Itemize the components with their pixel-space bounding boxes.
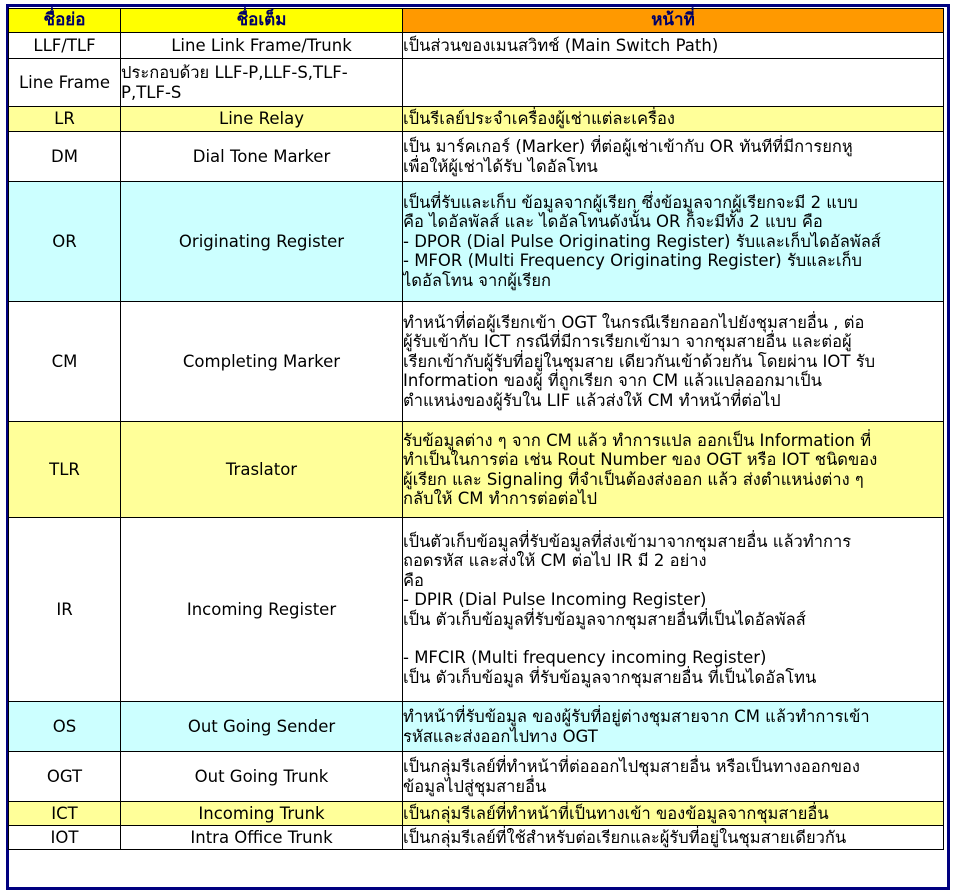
duty-cell: เป็น มาร์คเกอร์ (Marker) ที่ต่อผู้เช่าเข้ากับ OR ทันทีที่มีการยกหู เพื่อให้ผู้เช่าได้รับ ไดอัลโทน <box>403 132 944 182</box>
abbr-cell: IOT <box>9 826 121 850</box>
duty-cell <box>403 59 944 107</box>
table-row <box>9 518 944 702</box>
full-name-cell: Dial Tone Marker <box>121 132 403 182</box>
abbr-cell: IR <box>9 518 121 702</box>
full-name-cell: Originating Register <box>121 182 403 302</box>
table-row <box>9 107 944 132</box>
full-name-cell: Out Going Trunk <box>121 752 403 802</box>
abbr-cell: LLF/TLF <box>9 33 121 59</box>
duty-cell: ทำหน้าที่รับข้อมูล ของผู้รับที่อยู่ต่างชุมสายจาก CM แล้วทำการเข้า รหัสและส่งออกไปทาง OGT <box>403 702 944 752</box>
full-name-cell: Intra Office Trunk <box>121 826 403 850</box>
full-name-cell: Incoming Trunk <box>121 802 403 826</box>
table-row <box>9 826 944 850</box>
full-name-cell: ประกอบด้วย LLF-P,LLF-S,TLF- P,TLF-S <box>121 59 403 107</box>
table-row <box>9 802 944 826</box>
full-name-cell: Traslator <box>121 422 403 518</box>
table-row <box>9 59 944 107</box>
header-full: ชื่อเต็ม <box>121 9 403 33</box>
duty-cell: เป็นกลุ่มรีเลย์ที่ใช้สำหรับต่อเรียกและผู้รับที่อยู่ในชุมสายเดียวกัน <box>403 826 944 850</box>
table-row <box>9 302 944 422</box>
abbr-cell: DM <box>9 132 121 182</box>
table-row <box>9 182 944 302</box>
abbr-cell: ICT <box>9 802 121 826</box>
table-row <box>9 422 944 518</box>
full-name-cell: Line Relay <box>121 107 403 132</box>
duty-cell: เป็นที่รับและเก็บ ข้อมูลจากผู้เรียก ซึ่งข้อมูลจากผู้เรียกจะมี 2 แบบ คือ ไดอัลพัลส์ และ ไดอัลโทนดังนั้น OR ก็จะมีทั้ง 2 แบบ คือ - DPOR (Dial Pulse Originating Register) รับและเก็บไดอัลพัลส์ - MFOR (Multi Frequency Originating Register) รับและเก็บ ไดอัลโทน จากผู้เรียก <box>403 182 944 302</box>
duty-cell: เป็นรีเลย์ประจำเครื่องผู้เช่าแต่ละเครื่อง <box>403 107 944 132</box>
duty-cell: เป็นกลุ่มรีเลย์ที่ทำหน้าที่เป็นทางเข้า ของข้อมูลจากชุมสายอื่น <box>403 802 944 826</box>
abbr-cell: TLR <box>9 422 121 518</box>
glossary-table <box>8 8 944 850</box>
full-name-cell: Completing Marker <box>121 302 403 422</box>
header-row <box>9 9 944 33</box>
table-row <box>9 33 944 59</box>
duty-cell: เป็นส่วนของเมนสวิทช์ (Main Switch Path) <box>403 33 944 59</box>
table-row <box>9 132 944 182</box>
full-name-cell: Out Going Sender <box>121 702 403 752</box>
abbr-cell: OS <box>9 702 121 752</box>
duty-cell: เป็นกลุ่มรีเลย์ที่ทำหน้าที่ต่อออกไปชุมสายอื่น หรือเป็นทางออกของ ข้อมูลไปสู่ชุมสายอื่น <box>403 752 944 802</box>
full-name-cell: Line Link Frame/Trunk <box>121 33 403 59</box>
header-duty: หน้าที่ <box>403 9 944 33</box>
table-row <box>9 752 944 802</box>
header-abbr: ชื่อย่อ <box>9 9 121 33</box>
duty-cell: ทำหน้าที่ต่อผู้เรียกเข้า OGT ในกรณีเรียกออกไปยังชุมสายอื่น , ต่อ ผู้รับเข้ากับ ICT กรณีที่มีการเรียกเข้ามา จากชุมสายอื่น และต่อผู้ เรียกเข้ากับผู้รับที่อยู่ในชุมสาย เดียวกันเข้าด้วยกัน โดยผ่าน IOT รับ Information ของผู้ ที่ถูกเรียก จาก CM แล้วแปลออกมาเป็น ตำแหน่งของผู้รับใน LIF แล้วส่งให้ CM ทำหน้าที่ต่อไป <box>403 302 944 422</box>
duty-cell: เป็นตัวเก็บข้อมูลที่รับข้อมูลที่ส่งเข้ามาจากชุมสายอื่น แล้วทำการ ถอดรหัส และส่งให้ CM ต่อไป IR มี 2 อย่าง คือ - DPIR (Dial Pulse Incoming Register) เป็น ตัวเก็บข้อมูลที่รับข้อมูลจากชุมสายอื่นที่เป็นไดอัลพัลส์ - MFCIR (Multi frequency incoming Register) เป็น ตัวเก็บข้อมูล ที่รับข้อมูลจากชุมสายอื่น ที่เป็นไดอัลโทน <box>403 518 944 702</box>
duty-cell: รับข้อมูลต่าง ๆ จาก CM แล้ว ทำการแปล ออกเป็น Information ที่ ทำเป็นในการต่อ เช่น Rout Number ของ OGT หรือ IOT ชนิดของ ผู้เรียก และ Signaling ที่จำเป็นต้องส่งออก แล้ว ส่งตำแหน่งต่าง ๆ กลับให้ CM ทำการต่อต่อไป <box>403 422 944 518</box>
abbr-cell: OGT <box>9 752 121 802</box>
full-name-cell: Incoming Register <box>121 518 403 702</box>
abbr-cell: LR <box>9 107 121 132</box>
abbr-cell: CM <box>9 302 121 422</box>
abbr-cell: OR <box>9 182 121 302</box>
abbr-cell: Line Frame <box>9 59 121 107</box>
table-row <box>9 702 944 752</box>
